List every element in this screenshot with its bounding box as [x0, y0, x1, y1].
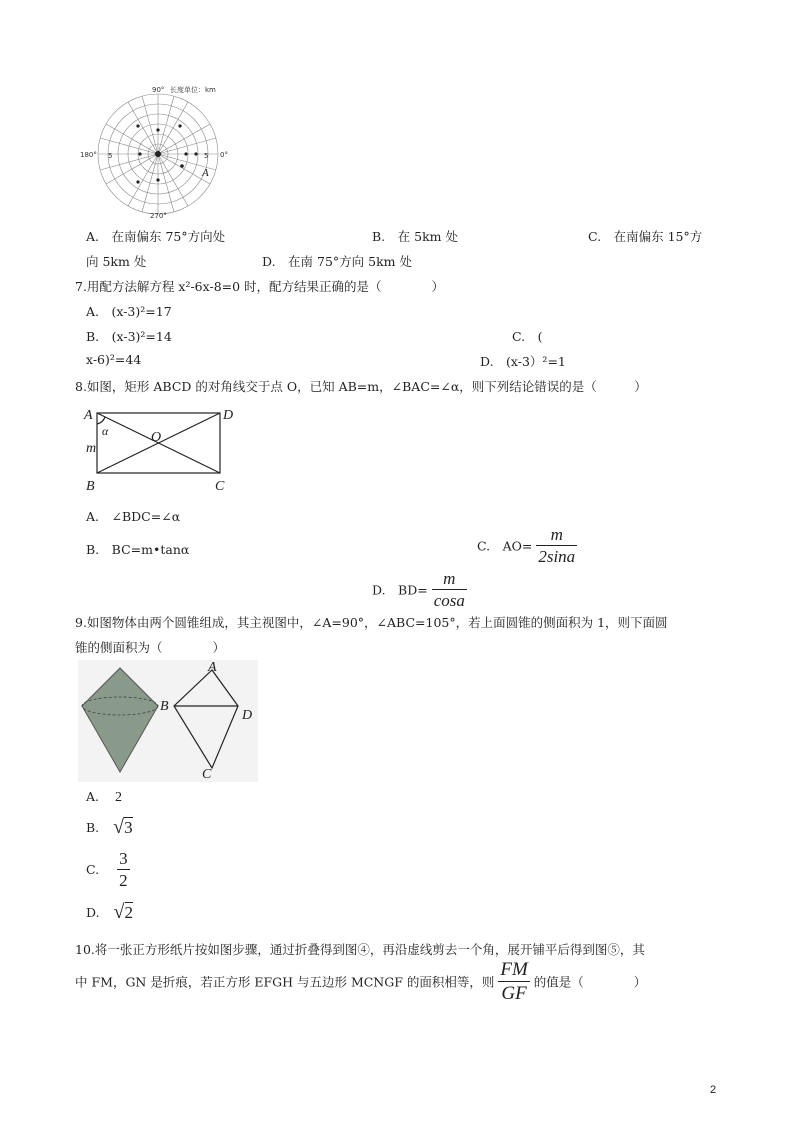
q8-d-numerator: m — [443, 569, 456, 588]
deg-270-label: 270° — [150, 212, 167, 220]
q9-stem-line1: 9.如图物体由两个圆锥组成，其主视图中，∠A=90°，∠ABC=105°，若上面圆锥的侧面积为 1，则下面圆 — [75, 615, 668, 630]
cone-b-label: B — [160, 699, 169, 714]
q9-c-denominator: 2 — [119, 871, 128, 890]
q10-numerator: FM — [500, 959, 528, 980]
unit-label: 长度单位：km — [170, 86, 216, 94]
q9-option-c — [86, 850, 130, 889]
q8-option-c-fraction — [536, 526, 577, 565]
q9-option-b-value: 3 — [124, 818, 133, 837]
q8-option-d-fraction — [432, 570, 467, 609]
tick-5-right: 5 — [204, 152, 209, 160]
vertex-d-label: D — [223, 408, 234, 423]
q6-option-d: D. 在南 75°方向 5km 处 — [262, 254, 413, 269]
angle-alpha-label: α — [102, 424, 109, 438]
q8-option-a: A. ∠BDC=∠α — [86, 509, 181, 524]
center-o-label: O — [151, 430, 162, 445]
rectangle-figure — [80, 402, 240, 494]
q7-option-b: B. (x-3)²=14 — [86, 329, 172, 344]
q10-stem-line2 — [75, 960, 646, 1003]
radical-sign: √ — [113, 901, 125, 923]
vertex-b-label: B — [86, 479, 95, 494]
q7-option-c-line1: C. ( — [512, 329, 543, 344]
q9-option-c-label: C. — [86, 862, 100, 877]
q8-option-d-prefix: D. BD= — [372, 582, 428, 598]
q8-c-numerator: m — [550, 525, 563, 544]
q6-option-a: A. 在南偏东 75°方向处 — [86, 229, 226, 244]
q10-stem-prefix: 中 FM，GN 是折痕，若正方形 EFGH 与五边形 MCNGF 的面积相等，则 — [75, 974, 495, 990]
q9-stem-line2: 锥的侧面积为（ ） — [75, 640, 226, 655]
q9-option-d-label: D. — [86, 905, 100, 920]
q8-option-c — [477, 526, 577, 565]
q10-stem-suffix: 的值是（ ） — [533, 974, 647, 990]
vertex-a-label: A — [84, 408, 93, 423]
q9-option-a-label: A. — [86, 789, 100, 804]
q6-option-b: B. 在 5km 处 — [372, 229, 458, 244]
q7-option-c-line2: x-6)²=44 — [86, 352, 142, 367]
cone-a-label: A — [208, 660, 217, 675]
point-a-label: A — [202, 167, 209, 179]
deg-180-label: 180° — [80, 151, 97, 159]
q8-stem: 8.如图，矩形 ABCD 的对角线交于点 O，已知 AB=m，∠BAC=∠α，则下列结论错误的是（ ） — [75, 379, 647, 394]
vertex-c-label: C — [215, 479, 225, 494]
side-m-label: m — [86, 441, 97, 456]
deg-0-label: 0° — [220, 151, 228, 159]
q7-option-a: A. (x-3)²=17 — [86, 304, 172, 319]
q9-option-c-fraction — [117, 850, 130, 889]
q9-option-a-value: 2 — [115, 790, 122, 805]
q8-option-c-prefix: C. AO= — [477, 538, 533, 554]
deg-90-label: 90° — [152, 86, 165, 94]
q9-c-numerator: 3 — [119, 849, 128, 868]
q9-option-b-label: B. — [86, 820, 100, 835]
sqrt-2 — [114, 901, 133, 924]
q7-option-d: D. (x-3）²=1 — [480, 354, 566, 369]
q9-option-b — [86, 816, 133, 839]
cone-d-label: D — [242, 708, 253, 723]
q10-stem-line1: 10.将一张正方形纸片按如图步骤，通过折叠得到图④，再沿虚线剪去一个角，展开铺平后得到图⑤，其 — [75, 942, 645, 957]
q8-option-b: B. BC=m•tanα — [86, 542, 190, 557]
polar-coordinate-figure — [78, 82, 248, 220]
q8-c-denominator: 2sina — [538, 547, 576, 566]
q8-option-d — [372, 570, 467, 609]
q9-option-d-value: 2 — [124, 903, 134, 922]
double-cone-figure — [78, 660, 258, 782]
tick-5-left: 5 — [108, 152, 113, 160]
q10-denominator: GF — [498, 981, 529, 1003]
radical-sign: √ — [113, 816, 125, 838]
q10-fraction — [498, 960, 529, 1003]
page-number: 2 — [710, 1084, 717, 1096]
q9-option-d — [86, 901, 133, 924]
q9-option-a — [86, 789, 122, 806]
q8-d-denominator: cosa — [433, 591, 465, 610]
q7-stem: 7.用配方法解方程 x²-6x-8=0 时，配方结果正确的是（ ） — [75, 279, 445, 294]
sqrt-3 — [113, 816, 132, 839]
cone-c-label: C — [202, 767, 212, 782]
q6-option-c-line2: 向 5km 处 — [86, 254, 147, 269]
q6-option-c-line1: C. 在南偏东 15°方 — [588, 229, 703, 244]
